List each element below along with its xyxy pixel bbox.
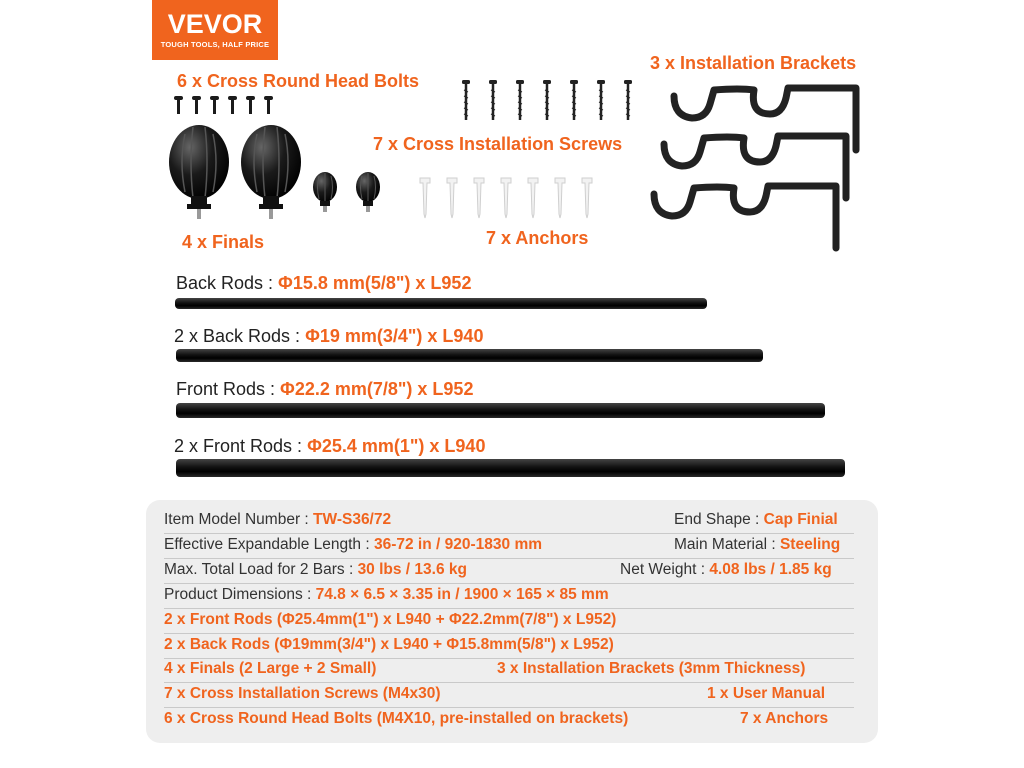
finials-icon — [165, 122, 390, 227]
spec-dimensions: Product Dimensions : 74.8 × 6.5 × 3.35 in / 1900 × 165 × 85 mm — [164, 586, 609, 603]
package-finals: 4 x Finals (2 Large + 2 Small) — [164, 660, 377, 677]
rod-label-2: 2 x Back Rods : Φ19 mm(3/4") x L940 — [174, 326, 484, 346]
package-back-rods: 2 x Back Rods (Φ19mm(3/4") x L940 + Φ15.8mm(5/8") x L952) — [164, 636, 614, 653]
spec-length: Effective Expandable Length : 36-72 in / 920-1830 mm — [164, 536, 543, 553]
spec-model: Item Model Number : TW-S36/72 — [164, 511, 392, 528]
vevor-logo — [152, 0, 278, 60]
spec-load: Max. Total Load for 2 Bars : 30 lbs / 13.6 kg — [164, 561, 467, 578]
package-brackets: 3 x Installation Brackets (3mm Thickness) — [497, 660, 806, 677]
anchors-label: 7 x Anchors — [486, 228, 589, 248]
brand-name: VEVOR — [167, 9, 263, 39]
installation-screws-icon — [460, 80, 640, 124]
installation-brackets-icon — [648, 82, 863, 257]
spec-end-shape: End Shape : Cap Finial — [674, 511, 838, 528]
front-rod-long — [176, 459, 845, 477]
brackets-label: 3 x Installation Brackets — [650, 53, 857, 73]
package-manual: 1 x User Manual — [707, 685, 826, 702]
bolts-label: 6 x Cross Round Head Bolts — [177, 71, 420, 91]
round-head-bolts-icon — [172, 96, 282, 118]
back-rod-short — [175, 298, 707, 309]
rod-label-1: Back Rods : Φ15.8 mm(5/8") x L952 — [176, 273, 472, 293]
spec-material: Main Material : Steeling — [674, 536, 841, 553]
package-screws: 7 x Cross Installation Screws (M4x30) — [164, 685, 441, 702]
spec-weight: Net Weight : 4.08 lbs / 1.85 kg — [620, 561, 832, 578]
finals-label: 4 x Finals — [182, 232, 265, 252]
back-rod-long — [176, 349, 763, 362]
package-anchors: 7 x Anchors — [740, 710, 829, 727]
package-front-rods: 2 x Front Rods (Φ25.4mm(1") x L940 + Φ22.2mm(7/8") x L952) — [164, 611, 617, 628]
screws-label: 7 x Cross Installation Screws — [373, 134, 623, 154]
brand-tagline: TOUGH TOOLS, HALF PRICE — [160, 40, 270, 49]
package-bolts: 6 x Cross Round Head Bolts (M4X10, pre-installed on brackets) — [164, 710, 629, 727]
rod-label-3: Front Rods : Φ22.2 mm(7/8") x L952 — [176, 379, 474, 399]
wall-anchors-icon — [415, 178, 605, 220]
rod-label-4: 2 x Front Rods : Φ25.4 mm(1") x L940 — [174, 436, 486, 456]
front-rod-short — [176, 403, 825, 418]
